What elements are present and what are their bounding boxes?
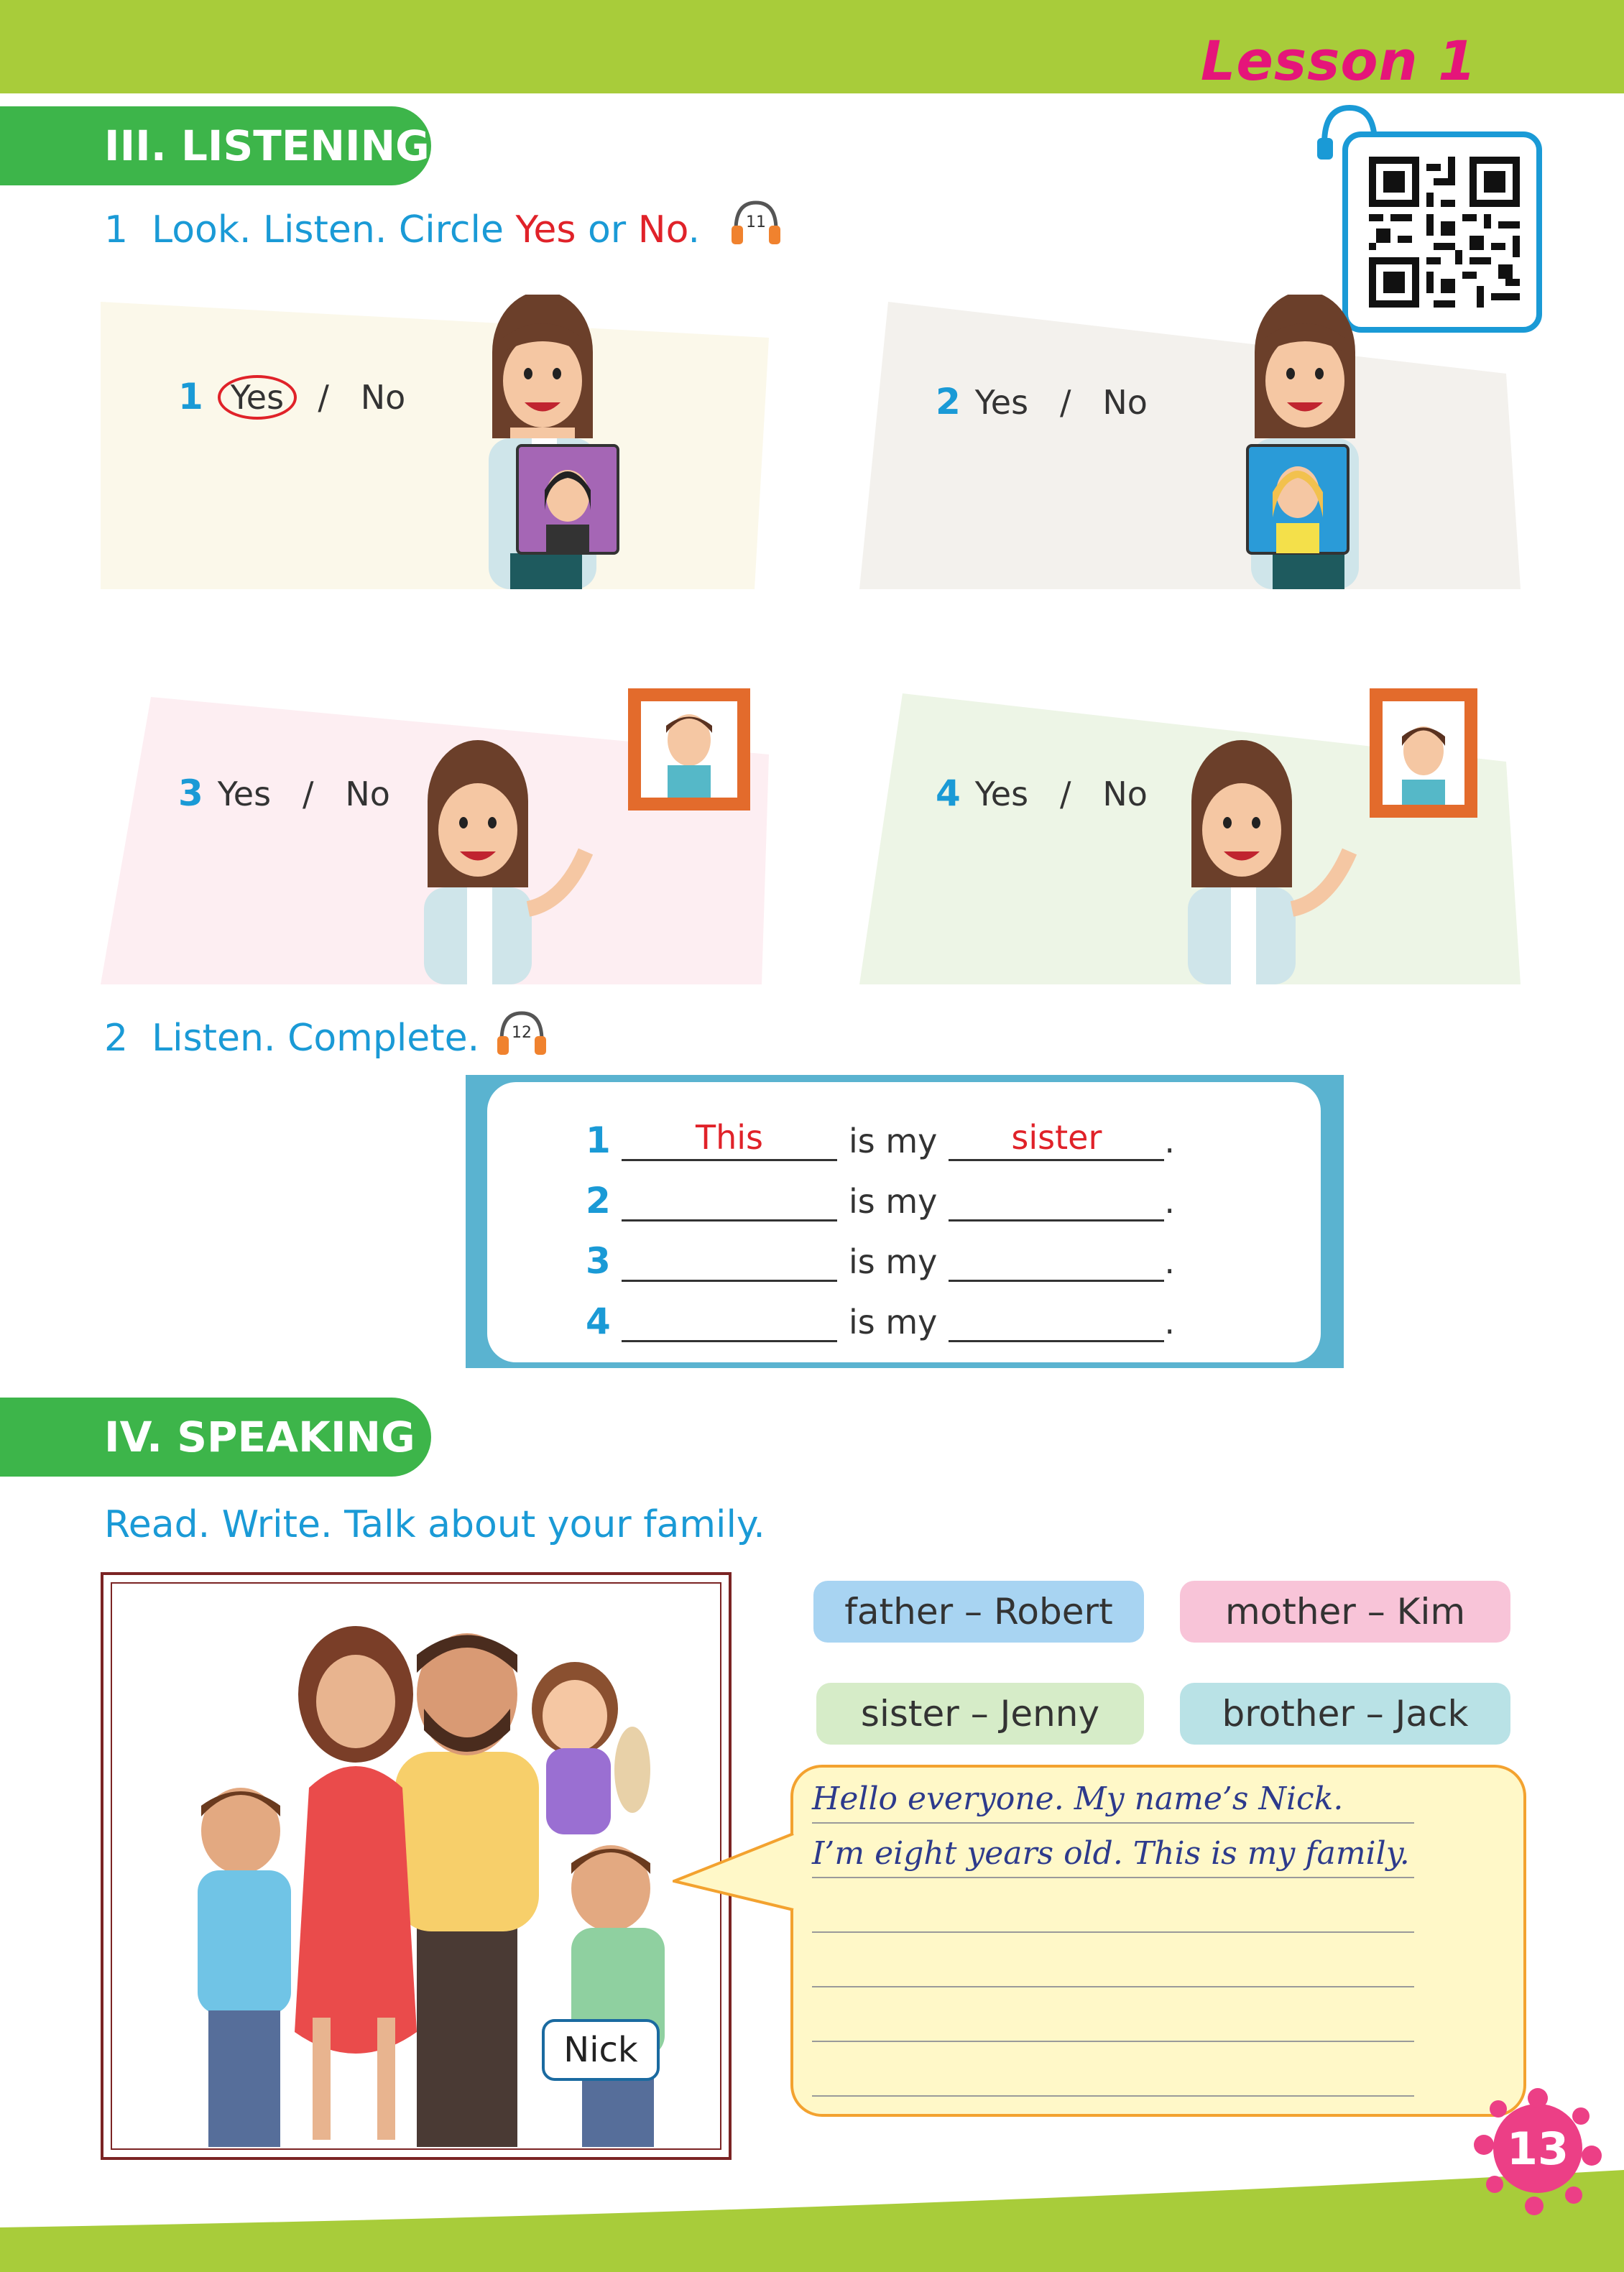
period: . [688,208,701,251]
nick-name-label: Nick [542,2019,660,2081]
option-number: 2 [936,381,961,422]
yes-option[interactable]: Yes [217,775,272,813]
bubble-line-5[interactable] [812,1999,1414,2042]
row-number: 2 [586,1180,611,1222]
track-number: 11 [746,213,766,231]
speaking-instruction: Read. Write. Talk about your family. [104,1503,765,1546]
bubble-line-2[interactable]: I’m eight years old. This is my family. [812,1835,1414,1878]
connector-text: is my [849,1303,938,1342]
connector-text: is my [849,1242,938,1281]
option-4 [936,772,1148,814]
exercise-number: 2 [104,1017,129,1060]
answer-blank-1[interactable] [622,1178,837,1222]
option-separator: / [318,378,329,417]
row-number: 4 [586,1301,611,1342]
chip-brother: brother – Jack [1180,1683,1510,1745]
exercise-1-instruction [104,208,700,251]
yes-word: Yes [515,208,576,251]
page-number-badge [1466,2077,1610,2220]
lesson-title: Lesson 1 [1200,29,1477,93]
option-3 [178,772,390,814]
exercise-number: 1 [104,208,129,251]
fill-row-1: 1 This is my sister . [586,1118,1176,1161]
option-number: 4 [936,772,961,814]
option-1 [178,375,405,420]
audio-track-icon[interactable] [727,195,785,253]
fill-row-3: 3 is my . [586,1240,1176,1282]
option-separator: / [1059,775,1071,813]
instruction-text: Listen. Complete. [152,1017,480,1060]
bubble-line-4[interactable] [812,1944,1414,1987]
option-number: 1 [178,376,203,417]
listening-panel-4 [859,683,1521,984]
bubble-line-1[interactable]: Hello everyone. My name’s Nick. [812,1781,1414,1824]
no-option[interactable]: No [345,775,390,813]
listening-panel-3 [101,683,769,984]
answer-blank-2[interactable] [949,1299,1164,1342]
section-tab-speaking: IV. SPEAKING [0,1398,431,1477]
bubble-line-6[interactable] [812,2054,1414,2097]
page-number: 13 [1506,2123,1569,2175]
yes-circled-option[interactable]: Yes [218,375,297,420]
fill-row-4: 4 is my . [586,1301,1176,1342]
instruction-text: Look. Listen. Circle [152,208,516,251]
or-word: or [576,208,638,251]
bubble-line-3[interactable] [812,1890,1414,1933]
answer-blank-1[interactable]: This [622,1118,837,1161]
connector-text: is my [849,1182,938,1221]
listening-panel-1 [101,295,769,596]
connector-text: is my [849,1122,938,1160]
option-separator: / [1059,383,1071,422]
answer-blank-2[interactable] [949,1178,1164,1222]
chip-mother: mother – Kim [1180,1581,1510,1643]
listening-panel-2 [859,295,1521,596]
audio-track-icon[interactable] [493,1006,550,1063]
option-number: 3 [178,772,203,814]
answer-blank-1[interactable] [622,1239,837,1282]
qr-code[interactable] [1369,157,1520,308]
no-option[interactable]: No [1102,775,1148,813]
chip-sister: sister – Jenny [816,1683,1144,1745]
track-number: 12 [512,1024,532,1042]
no-option[interactable]: No [1102,383,1148,422]
chip-father: father – Robert [813,1581,1144,1643]
row-number: 3 [586,1240,611,1282]
row-number: 1 [586,1119,611,1161]
answer-blank-1[interactable] [622,1299,837,1342]
no-option[interactable]: No [360,378,406,417]
yes-option[interactable]: Yes [974,775,1029,813]
exercise-2-instruction [104,1017,479,1060]
fill-row-2: 2 is my . [586,1180,1176,1222]
section-tab-listening: III. LISTENING [0,106,431,185]
yes-option[interactable]: Yes [974,383,1029,422]
answer-blank-2[interactable]: sister [949,1118,1164,1161]
option-separator: / [302,775,314,813]
bottom-wave [0,2170,1624,2272]
no-word: No [637,208,688,251]
speech-bubble-tail [673,1831,795,1917]
option-2 [936,381,1148,422]
answer-blank-2[interactable] [949,1239,1164,1282]
